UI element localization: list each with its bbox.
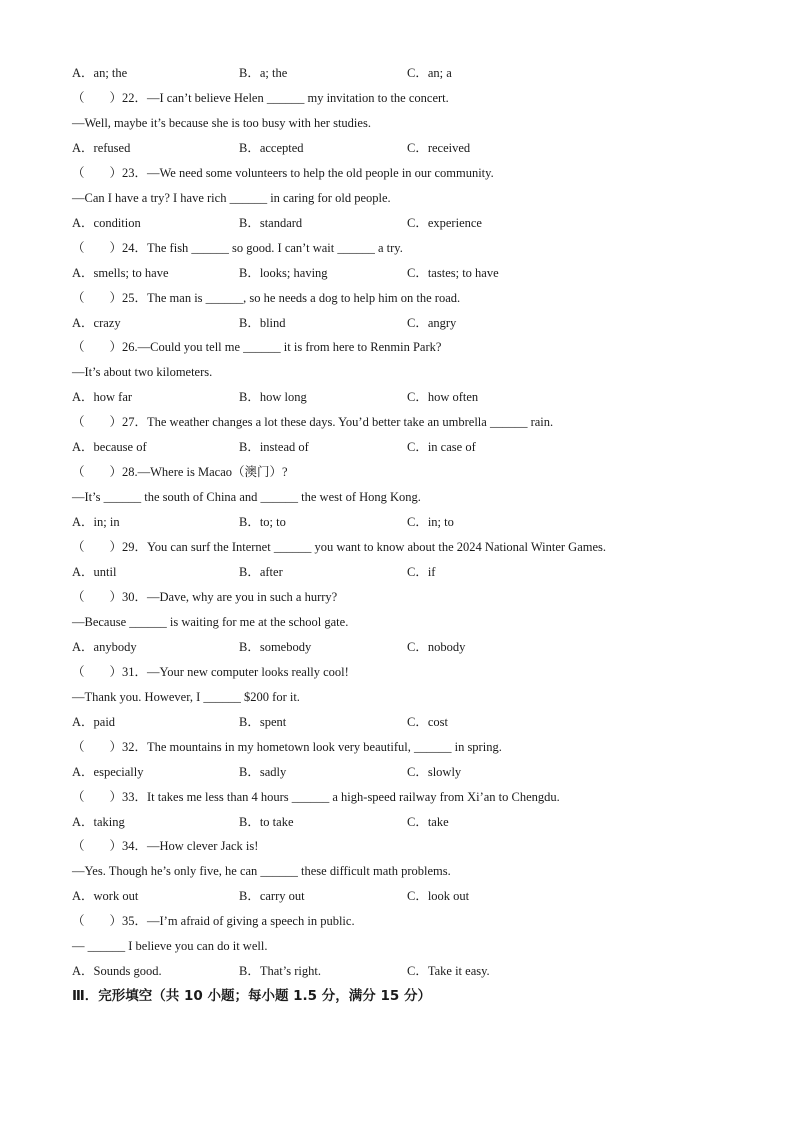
option-a: A．anybody — [72, 639, 137, 654]
question-text: — ______ I believe you can do it well. — [72, 939, 268, 954]
question-text: —It’s about two kilometers. — [72, 365, 213, 380]
question-text: （ ）27．The weather changes a lot these days. You’d better take an umbrella ______ rain. — [72, 415, 554, 430]
question-text: （ ）28.—Where is Macao（澳门）? — [72, 465, 288, 480]
option-c: C．slowly — [407, 764, 462, 779]
question-text: （ ）23．—We need some volunteers to help the old people in our community. — [72, 165, 494, 180]
option-a: A．in; in — [72, 515, 120, 530]
option-b: B．sadly — [239, 764, 287, 779]
option-c: C．Take it easy. — [407, 964, 490, 979]
question-text: —Yes. Though he’s only five, he can ______ these difficult math problems. — [72, 864, 451, 879]
question-text: （ ）34．—How clever Jack is! — [72, 839, 259, 854]
option-a: A．refused — [72, 140, 131, 155]
option-a: A．how far — [72, 390, 133, 405]
option-b: B．after — [239, 565, 283, 579]
option-b: B．spent — [239, 714, 287, 729]
question-text: （ ）25．The man is ______, so he needs a dog to help him on the road. — [72, 290, 461, 305]
question-text: （ ）31．—Your new computer looks really cool! — [72, 664, 349, 679]
option-a: A．Sounds good. — [72, 964, 162, 979]
option-a: A．an; the — [72, 66, 128, 80]
option-a: A．work out — [72, 889, 139, 904]
option-a: A．smells; to have — [72, 265, 169, 280]
option-b: B．instead of — [239, 440, 309, 455]
option-a: A．taking — [72, 814, 125, 829]
question-text: —Well, maybe it’s because she is too busy with her studies. — [72, 115, 371, 130]
question-text: —Thank you. However, I ______ $200 for it. — [72, 689, 300, 704]
option-b: B．blind — [239, 315, 286, 330]
option-a: A．paid — [72, 714, 116, 729]
question-text: （ ）29．You can surf the Internet ______ you want to know about the 2024 National Winter Games. — [72, 540, 607, 554]
question-text: —It’s ______ the south of China and ______ the west of Hong Kong. — [72, 490, 421, 505]
option-c: C．look out — [407, 889, 470, 904]
option-a: A．especially — [72, 764, 144, 779]
option-a: A．because of — [72, 440, 147, 455]
option-b: B．That’s right. — [239, 964, 321, 979]
option-a: A．crazy — [72, 315, 121, 330]
question-text: （ ）33．It takes me less than 4 hours ______ a high-speed railway from Xi’an to Chengdu. — [72, 789, 560, 804]
option-b: B．looks; having — [239, 265, 328, 280]
option-b: B．a; the — [239, 66, 288, 80]
question-text: （ ）30．—Dave, why are you in such a hurry? — [72, 589, 338, 604]
question-text: —Can I have a try? I have rich ______ in caring for old people. — [72, 190, 391, 205]
option-c: C．if — [407, 565, 436, 579]
option-b: B．standard — [239, 215, 303, 230]
option-c: C．in; to — [407, 515, 454, 530]
option-c: C．an; a — [407, 66, 452, 80]
option-a: A．condition — [72, 215, 141, 230]
option-c: C．tastes; to have — [407, 265, 499, 280]
option-b: B．to; to — [239, 515, 286, 530]
question-text: （ ）22．—I can’t believe Helen ______ my invitation to the concert. — [72, 91, 449, 105]
option-b: B．accepted — [239, 140, 304, 155]
option-b: B．to take — [239, 814, 294, 829]
option-b: B．carry out — [239, 889, 305, 904]
question-text: （ ）24．The fish ______ so good. I can’t wait ______ a try. — [72, 240, 403, 255]
section-heading: Ⅲ．完形填空（共 10 小题；每小题 1.5 分，满分 15 分） — [72, 988, 431, 1004]
option-c: C．angry — [407, 315, 457, 330]
question-text: （ ）26.—Could you tell me ______ it is from here to Renmin Park? — [72, 340, 442, 355]
option-a: A．until — [72, 565, 117, 579]
option-c: C．received — [407, 140, 471, 155]
question-text: （ ）35．—I’m afraid of giving a speech in public. — [72, 914, 355, 929]
option-c: C．cost — [407, 714, 448, 729]
option-c: C．take — [407, 814, 449, 829]
option-c: C．nobody — [407, 639, 466, 654]
option-c: C．how often — [407, 390, 479, 405]
option-b: B．somebody — [239, 639, 312, 654]
option-b: B．how long — [239, 390, 307, 405]
question-text: （ ）32．The mountains in my hometown look very beautiful, ______ in spring. — [72, 739, 502, 754]
option-c: C．experience — [407, 215, 482, 230]
option-c: C．in case of — [407, 440, 476, 455]
question-text: —Because ______ is waiting for me at the school gate. — [72, 614, 349, 629]
